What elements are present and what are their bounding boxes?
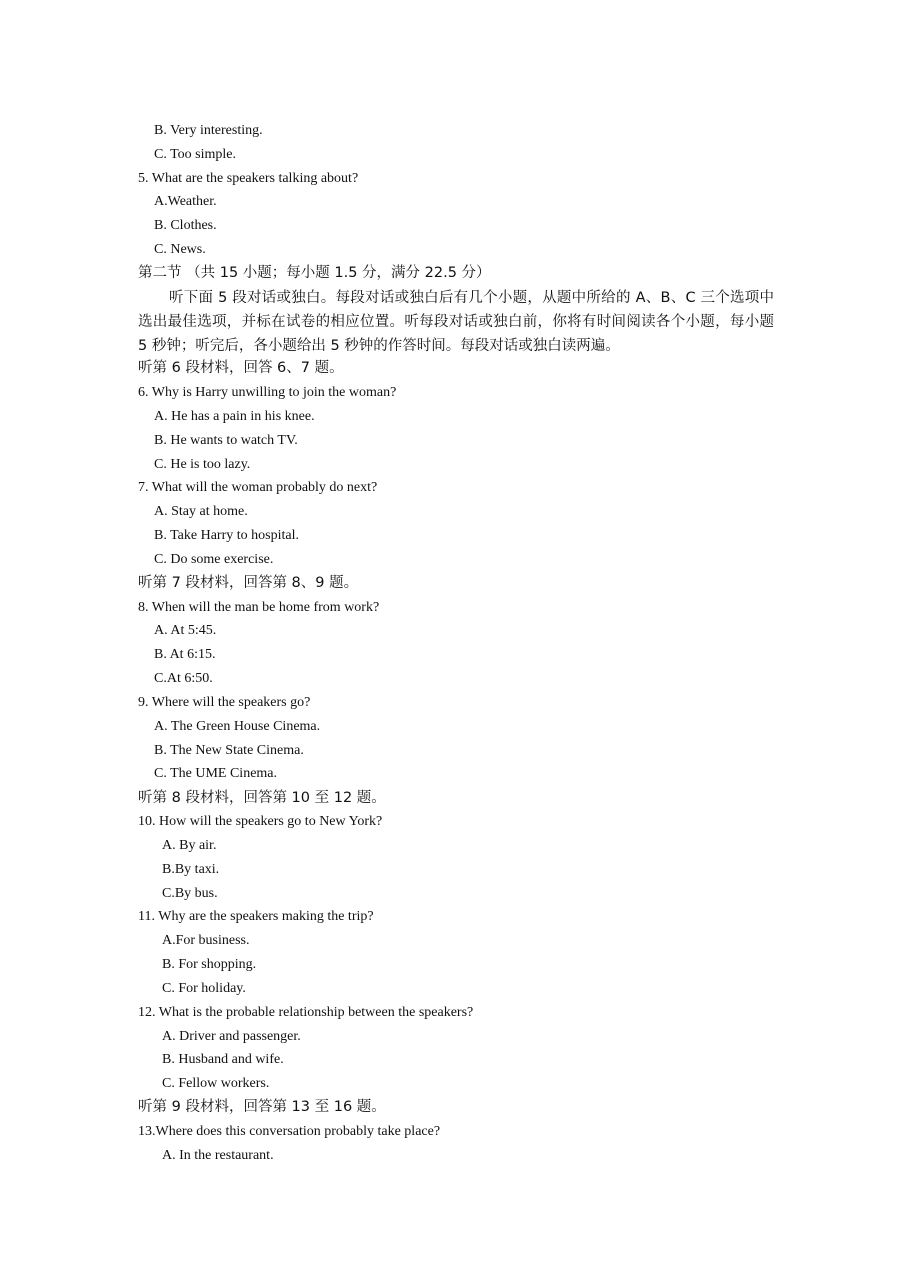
section-2-instructions: 听下面 5 段对话或独白。每段对话或独白后有几个小题，从题中所给的 A、B、C 三个选项中选出最佳选项，并标在试卷的相应位置。听每段对话或独白前，你将有时间阅读各个小题，每小题 5 秒钟；听完后，各小题给出 5 秒钟的作答时间。每段对话或独白读两遍。 [138, 290, 774, 354]
material-6-heading: 听第 6 段材料，回答 6、7 题。 [138, 360, 344, 376]
q11-option-c: C. For holiday. [162, 981, 246, 996]
q7-option-a: A. Stay at home. [154, 504, 248, 519]
q11-option-b: B. For shopping. [162, 957, 257, 972]
question-13: 13.Where does this conversation probably take place? [138, 1124, 441, 1139]
q4-option-c: C. Too simple. [154, 147, 236, 162]
material-8-heading: 听第 8 段材料，回答第 10 至 12 题。 [138, 790, 386, 806]
q11-option-a: A.For business. [162, 933, 250, 948]
q8-option-c: C.At 6:50. [154, 671, 213, 686]
q12-option-b: B. Husband and wife. [162, 1052, 284, 1067]
question-5: 5. What are the speakers talking about? [138, 171, 359, 186]
q12-option-a: A. Driver and passenger. [162, 1029, 301, 1044]
material-9-heading: 听第 9 段材料，回答第 13 至 16 题。 [138, 1099, 386, 1115]
question-9: 9. Where will the speakers go? [138, 695, 311, 710]
q12-option-c: C. Fellow workers. [162, 1076, 270, 1091]
q6-option-a: A. He has a pain in his knee. [154, 409, 315, 424]
q5-option-c: C. News. [154, 242, 206, 257]
q5-option-a: A.Weather. [154, 194, 217, 209]
q4-option-b: B. Very interesting. [154, 123, 263, 138]
q9-option-b: B. The New State Cinema. [154, 743, 304, 758]
q6-option-b: B. He wants to watch TV. [154, 433, 298, 448]
question-7: 7. What will the woman probably do next? [138, 480, 378, 495]
q13-option-a: A. In the restaurant. [162, 1148, 274, 1163]
q10-option-a: A. By air. [162, 838, 217, 853]
q7-option-c: C. Do some exercise. [154, 552, 274, 567]
question-11: 11. Why are the speakers making the trip? [138, 909, 374, 924]
q8-option-b: B. At 6:15. [154, 647, 216, 662]
q9-option-c: C. The UME Cinema. [154, 766, 278, 781]
question-10: 10. How will the speakers go to New York? [138, 814, 383, 829]
q8-option-a: A. At 5:45. [154, 623, 217, 638]
question-8: 8. When will the man be home from work? [138, 600, 380, 615]
question-6: 6. Why is Harry unwilling to join the woman? [138, 385, 397, 400]
q9-option-a: A. The Green House Cinema. [154, 719, 321, 734]
section-2-heading: 第二节 （共 15 小题；每小题 1.5 分，满分 22.5 分） [138, 265, 491, 281]
q7-option-b: B. Take Harry to hospital. [154, 528, 299, 543]
q6-option-c: C. He is too lazy. [154, 457, 251, 472]
q5-option-b: B. Clothes. [154, 218, 217, 233]
q10-option-b: B.By taxi. [162, 862, 220, 877]
question-12: 12. What is the probable relationship between the speakers? [138, 1005, 474, 1020]
q10-option-c: C.By bus. [162, 886, 218, 901]
material-7-heading: 听第 7 段材料，回答第 8、9 题。 [138, 575, 359, 591]
